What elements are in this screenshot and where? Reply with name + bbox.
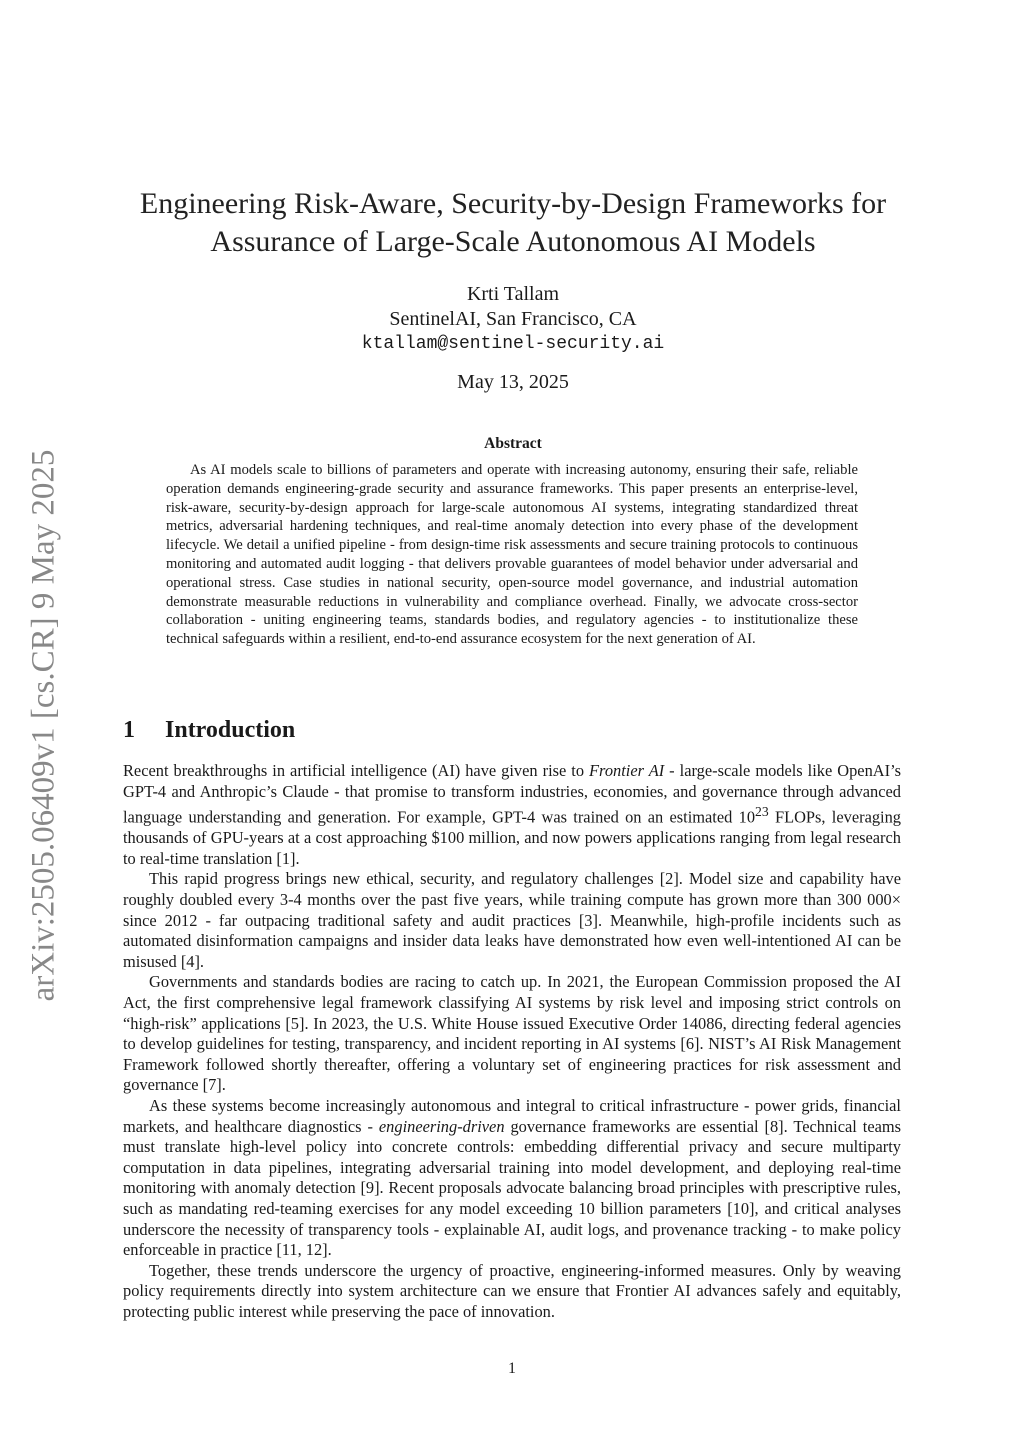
paragraph-1-text-b: - large-scale models like OpenAI’s GPT-4 and Anthropic’s Claude - that promise to transform industries, economies, and governance through advanced language understanding and generation. For example, GPT-4 was trained on an estimated 10 [123,761,901,827]
title-line-2: Assurance of Large-Scale Autonomous AI Models [210,225,816,258]
paragraph-1-text-a: Recent breakthroughs in artificial intelligence (AI) have given rise to [123,761,590,780]
abstract-text: As AI models scale to billions of parameters and operate with increasing autonomy, ensuring their safe, reliable operation demands engineering-grade security and assurance frameworks. This paper presents an enterprise-level, risk-aware, security-by-design approach for large-scale autonomous AI systems, integrating standardized threat metrics, adversarial hardening techniques, and real-time anomaly detection into every phase of the development lifecycle. We detail a unified pipeline - from design-time risk assessments and secure training protocols to continuous monitoring and automated audit logging - that delivers provable guarantees of model behavior under adversarial and operational stress. Case studies in national security, open-source model governance, and industrial automation demonstrate measurable reductions in vulnerability and compliance overhead. Finally, we advocate cross-sector collaboration - uniting engineering teams, standards bodies, and regulatory agencies - to institutionalize these technical safeguards within a resilient, end-to-end assurance ecosystem for the next generation of AI. [166,462,858,648]
engineering-driven-emphasis: engineering-driven [378,1116,505,1136]
title-line-1: Engineering Risk-Aware, Security-by-Design Frameworks for [139,187,887,220]
introduction-body [123,761,901,1323]
author-block [123,282,903,357]
section-number: 1 [123,717,135,743]
paper-date: May 13, 2025 [457,371,569,393]
arxiv-identifier: arXiv:2505.06409v1 [cs.CR] 9 May 2025 [25,449,62,1001]
author-affiliation: SentinelAI, San Francisco, CA [389,308,637,330]
exponent: 23 [755,804,769,820]
paper-title [123,185,903,261]
page-number: 1 [508,1360,516,1377]
arxiv-sidebar-stamp [20,430,68,1020]
paragraph-4-text-a: As these systems become increasingly autonomous and integral to critical infrastructure - power grids, financial markets, and healthcare diagnostics - [123,1095,901,1136]
paragraph-1-text-c: FLOPs, leveraging thousands of GPU-years at a cost approaching $100 million, and now powers applications ranging from legal research to real-time translation [1]. [123,807,901,868]
paragraph-3: Governments and standards bodies are racing to catch up. In 2021, the European Commission proposed the AI Act, the first comprehensive legal framework classifying AI systems by risk level and imposing strict controls on “high-risk” applications [5]. In 2023, the U.S. White House issued Executive Order 14086, directing federal agencies to develop guidelines for testing, transparency, and incident reporting in AI systems [6]. NIST’s AI Risk Management Framework followed shortly thereafter, offering a voluntary set of engineering practices for risk assessment and governance [7]. [123,972,901,1095]
paragraph-2: This rapid progress brings new ethical, security, and regulatory challenges [2]. Model size and capability have roughly doubled every 3-4 months over the past five years, while training compute has grown more than 300 000× since 2012 - far outpacing traditional safety and audit practices [3]. Meanwhile, high-profile incidents such as automated disinformation campaigns and insider data leaks have demonstrated how even well-intentioned AI can be misused [4]. [123,869,901,971]
abstract-heading: Abstract [484,435,542,452]
author-email: ktallam@sentinel-security.ai [361,334,665,354]
paragraph-4-text-b: governance frameworks are essential [8]. Technical teams must translate high-level policy into concrete controls: embedding differential privacy and secure multiparty computation in data pipelines, integrating adversarial training into model development, and deploying real-time monitoring with anomaly detection [9]. Recent proposals advocate balancing broad principles with prescriptive rules, such as mandating red-teaming exercises for any model exceeding 10 billion parameters [10], and critical analyses underscore the necessity of transparency tools - explainable AI, audit logs, and provenance tracking - to make policy enforceable in practice [11, 12]. [123,1116,901,1260]
author-name: Krti Tallam [466,283,560,305]
paragraph-1 [123,761,901,869]
paragraph-4 [123,1096,901,1261]
section-heading [123,717,295,744]
section-title: Introduction [165,717,296,743]
paragraph-5: Together, these trends underscore the urgency of proactive, engineering-informed measures. Only by weaving policy requirements directly into system architecture can we ensure that Frontier AI advances safely and equitably, protecting public interest while preserving the pace of innovation. [123,1260,901,1321]
frontier-ai-emphasis: Frontier AI [589,761,665,780]
